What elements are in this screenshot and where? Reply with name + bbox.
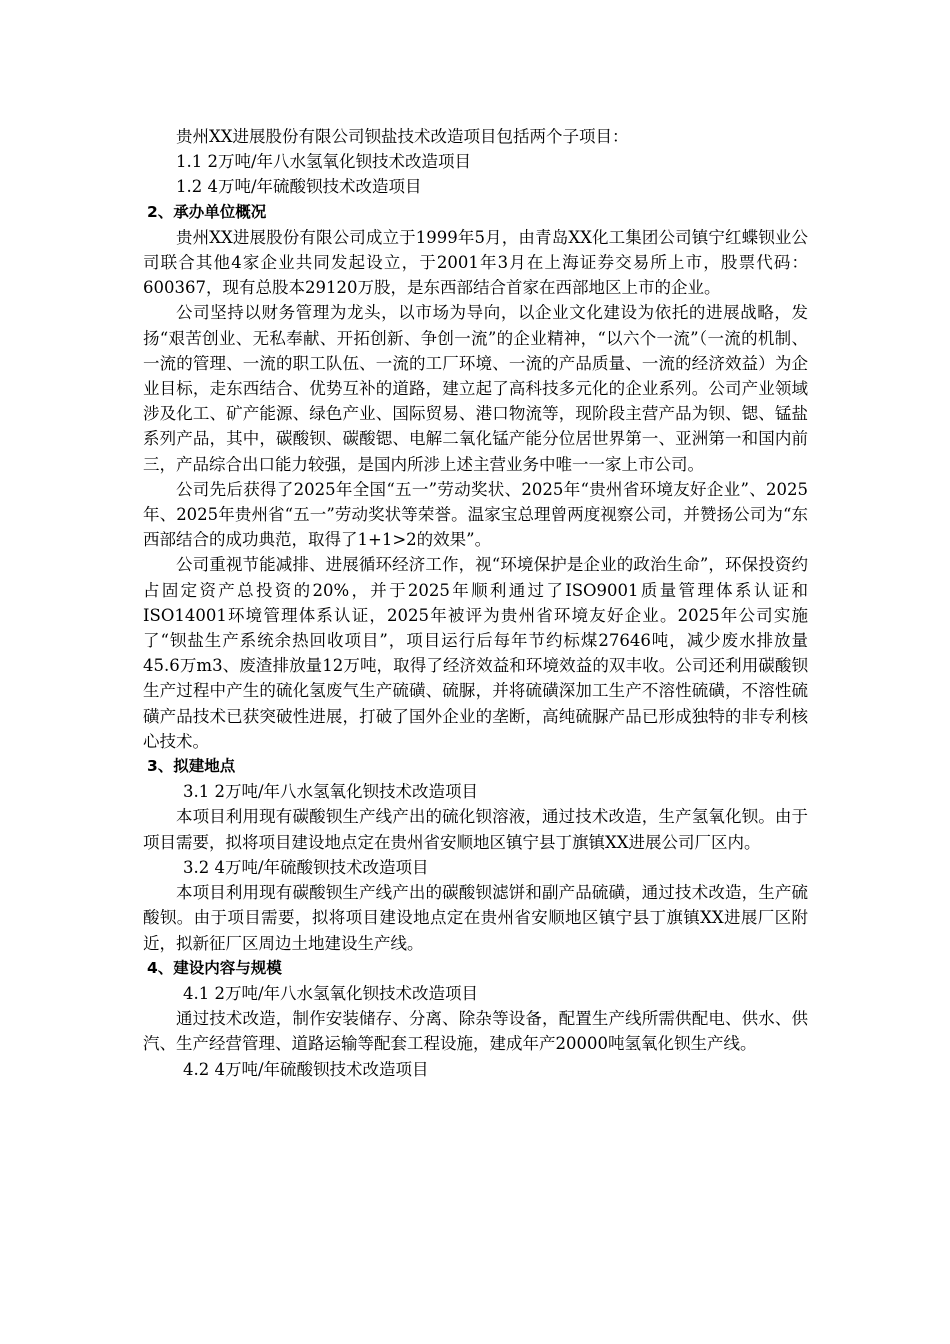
body-paragraph: 本项目利用现有碳酸钡生产线产出的碳酸钡滤饼和副产品硫磺，通过技术改造，生产硫酸钡。由于项目需要，拟将项目建设地点定在贵州省安顺地区镇宁县丁旗镇XX进展厂区附近，拟新征厂区周边土地建设生产线。 bbox=[143, 883, 808, 953]
body-paragraph: 本项目利用现有碳酸钡生产线产出的硫化钡溶液，通过技术改造，生产氢氧化钡。由于项目需要，拟将项目建设地点定在贵州省安顺地区镇宁县丁旗镇XX进展公司厂区内。 bbox=[143, 807, 808, 852]
body-paragraph: 贵州XX进展股份有限公司成立于1999年5月，由青岛XX化工集团公司镇宁红蝶钡业公司联合其他4家企业共同发起设立，于2001年3月在上海证券交易所上市，股票代码：600367，现有总股本29120万股，是东西部结合首家在西部地区上市的企业。 bbox=[143, 227, 808, 298]
section-heading: 4、建设内容与规模 bbox=[147, 958, 282, 977]
body-paragraph: 通过技术改造，制作安装储存、分离、除杂等设备，配置生产线所需供配电、供水、供汽、生产经营管理、道路运输等配套工程设施，建成年产20000吨氢氧化钡生产线。 bbox=[143, 1009, 808, 1054]
subproject-item: 3.2 4万吨/年硫酸钡技术改造项目 bbox=[183, 857, 429, 877]
document-body bbox=[143, 124, 808, 1082]
body-paragraph: 贵州XX进展股份有限公司钡盐技术改造项目包括两个子项目： bbox=[176, 127, 629, 146]
subproject-item: 3.1 2万吨/年八水氢氧化钡技术改造项目 bbox=[183, 782, 479, 802]
subproject-item: 4.1 2万吨/年八水氢氧化钡技术改造项目 bbox=[183, 983, 479, 1003]
subproject-item: 1.1 2万吨/年八水氢氧化钡技术改造项目 bbox=[176, 152, 472, 172]
body-paragraph: 公司先后获得了2025年全国“五一”劳动奖状、2025年“贵州省环境友好企业”、2025年、2025年贵州省“五一”劳动奖状等荣誉。温家宝总理曾两度视察公司，并赞扬公司为“东西部结合的成功典范，取得了1+1>2的效果”。 bbox=[143, 479, 808, 550]
subproject-item: 4.2 4万吨/年硫酸钡技术改造项目 bbox=[183, 1059, 429, 1079]
body-paragraph: 公司重视节能减排、进展循环经济工作，视“环境保护是企业的政治生命”，环保投资约占固定资产总投资的20%，并于2025年顺利通过了ISO9001质量管理体系认证和ISO14001环境管理体系认证，2025年被评为贵州省环境友好企业。2025年公司实施了“钡盐生产系统余热回收项目”，项目运行后每年节约标煤27646吨，减少废水排放量45.6万m3、废渣排放量12万吨，取得了经济效益和环境效益的双丰收。公司还利用碳酸钡生产过程中产生的硫化氢废气生产硫磺、硫脲，并将硫磺深加工生产不溶性硫磺，不溶性硫磺产品技术已获突破性进展，打破了国外企业的垄断，高纯硫脲产品已形成独特的非专利核心技术。 bbox=[143, 555, 808, 751]
section-heading: 2、承办单位概况 bbox=[147, 202, 267, 221]
subproject-item: 1.2 4万吨/年硫酸钡技术改造项目 bbox=[176, 177, 422, 197]
section-heading: 3、拟建地点 bbox=[147, 757, 236, 776]
body-paragraph: 公司坚持以财务管理为龙头，以市场为导向，以企业文化建设为依托的进展战略，发扬“艰苦创业、无私奉献、开拓创新、争创一流”的企业精神，“以六个一流”（一流的机制、一流的管理、一流的职工队伍、一流的工厂环境、一流的产品质量、一流的经济效益）为企业目标，走东西结合、优势互补的道路，建立起了高科技多元化的企业系列。公司产业领域涉及化工、矿产能源、绿色产业、国际贸易、港口物流等，现阶段主营产品为钡、锶、锰盐系列产品，其中，碳酸钡、碳酸锶、电解二氧化锰产能分位居世界第一、亚洲第一和国内前三，产品综合出口能力较强，是国内所涉上述主营业务中唯一一家上市公司。 bbox=[143, 303, 808, 474]
